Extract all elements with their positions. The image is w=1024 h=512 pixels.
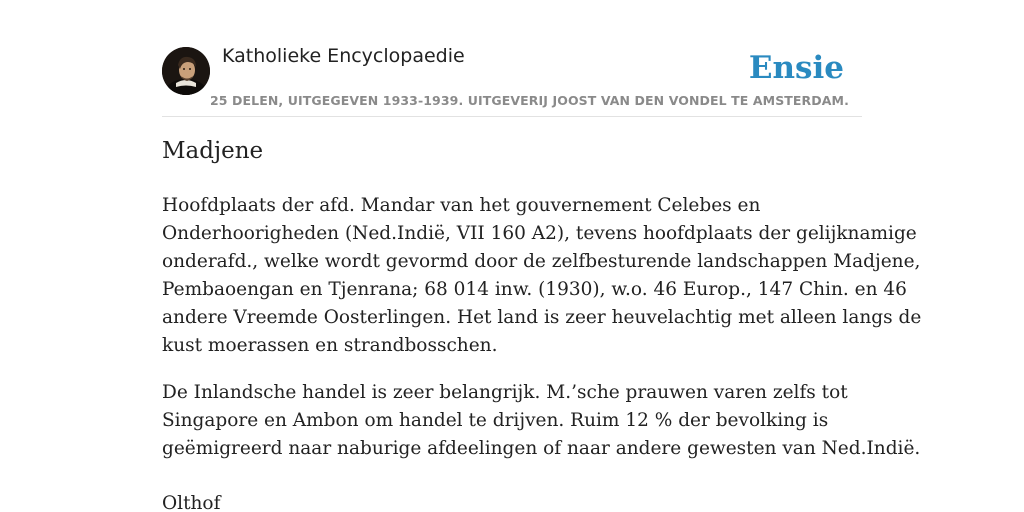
site-title[interactable]: Katholieke Encyclopaedie <box>222 45 465 67</box>
paragraph-line: Onderhoorigheden (Ned.Indië, VII 160 A2), tevens hoofdplaats der gelijknamige <box>162 223 917 244</box>
paragraph-line: Pembaoengan en Tjenrana; 68 014 inw. (1930), w.o. 46 Europ., 147 Chin. en 46 <box>162 279 907 300</box>
paragraph-line: De Inlandsche handel is zeer belangrijk. M.’sche prauwen varen zelfs tot <box>162 382 848 403</box>
article-title: Madjene <box>162 138 264 164</box>
paragraph-line: andere Vreemde Oosterlingen. Het land is zeer heuvelachtig met alleen langs de <box>162 307 922 328</box>
paragraph-line: Hoofdplaats der afd. Mandar van het gouvernement Celebes en <box>162 195 761 216</box>
paragraph-line: kust moerassen en strandbosschen. <box>162 335 498 356</box>
site-subtitle: 25 DELEN, UITGEGEVEN 1933-1939. UITGEVERIJ JOOST VAN DEN VONDEL TE AMSTERDAM. <box>210 93 849 108</box>
paragraph-2 <box>162 379 921 463</box>
paragraph-1 <box>162 192 922 360</box>
brand-logo[interactable]: Ensie <box>748 50 844 86</box>
article-body <box>162 192 922 482</box>
article-author: Olthof <box>162 493 221 512</box>
portrait-avatar-icon[interactable] <box>162 47 210 95</box>
site-header <box>162 40 862 117</box>
paragraph-line: Singapore en Ambon om handel te drijven. Ruim 12 % der bevolking is <box>162 410 829 431</box>
paragraph-line: geëmigreerd naar naburige afdeelingen of naar andere gewesten van Ned.Indië. <box>162 438 921 459</box>
paragraph-line: onderafd., welke wordt gevormd door de zelfbesturende landschappen Madjene, <box>162 251 921 272</box>
portrait-image <box>162 47 210 95</box>
